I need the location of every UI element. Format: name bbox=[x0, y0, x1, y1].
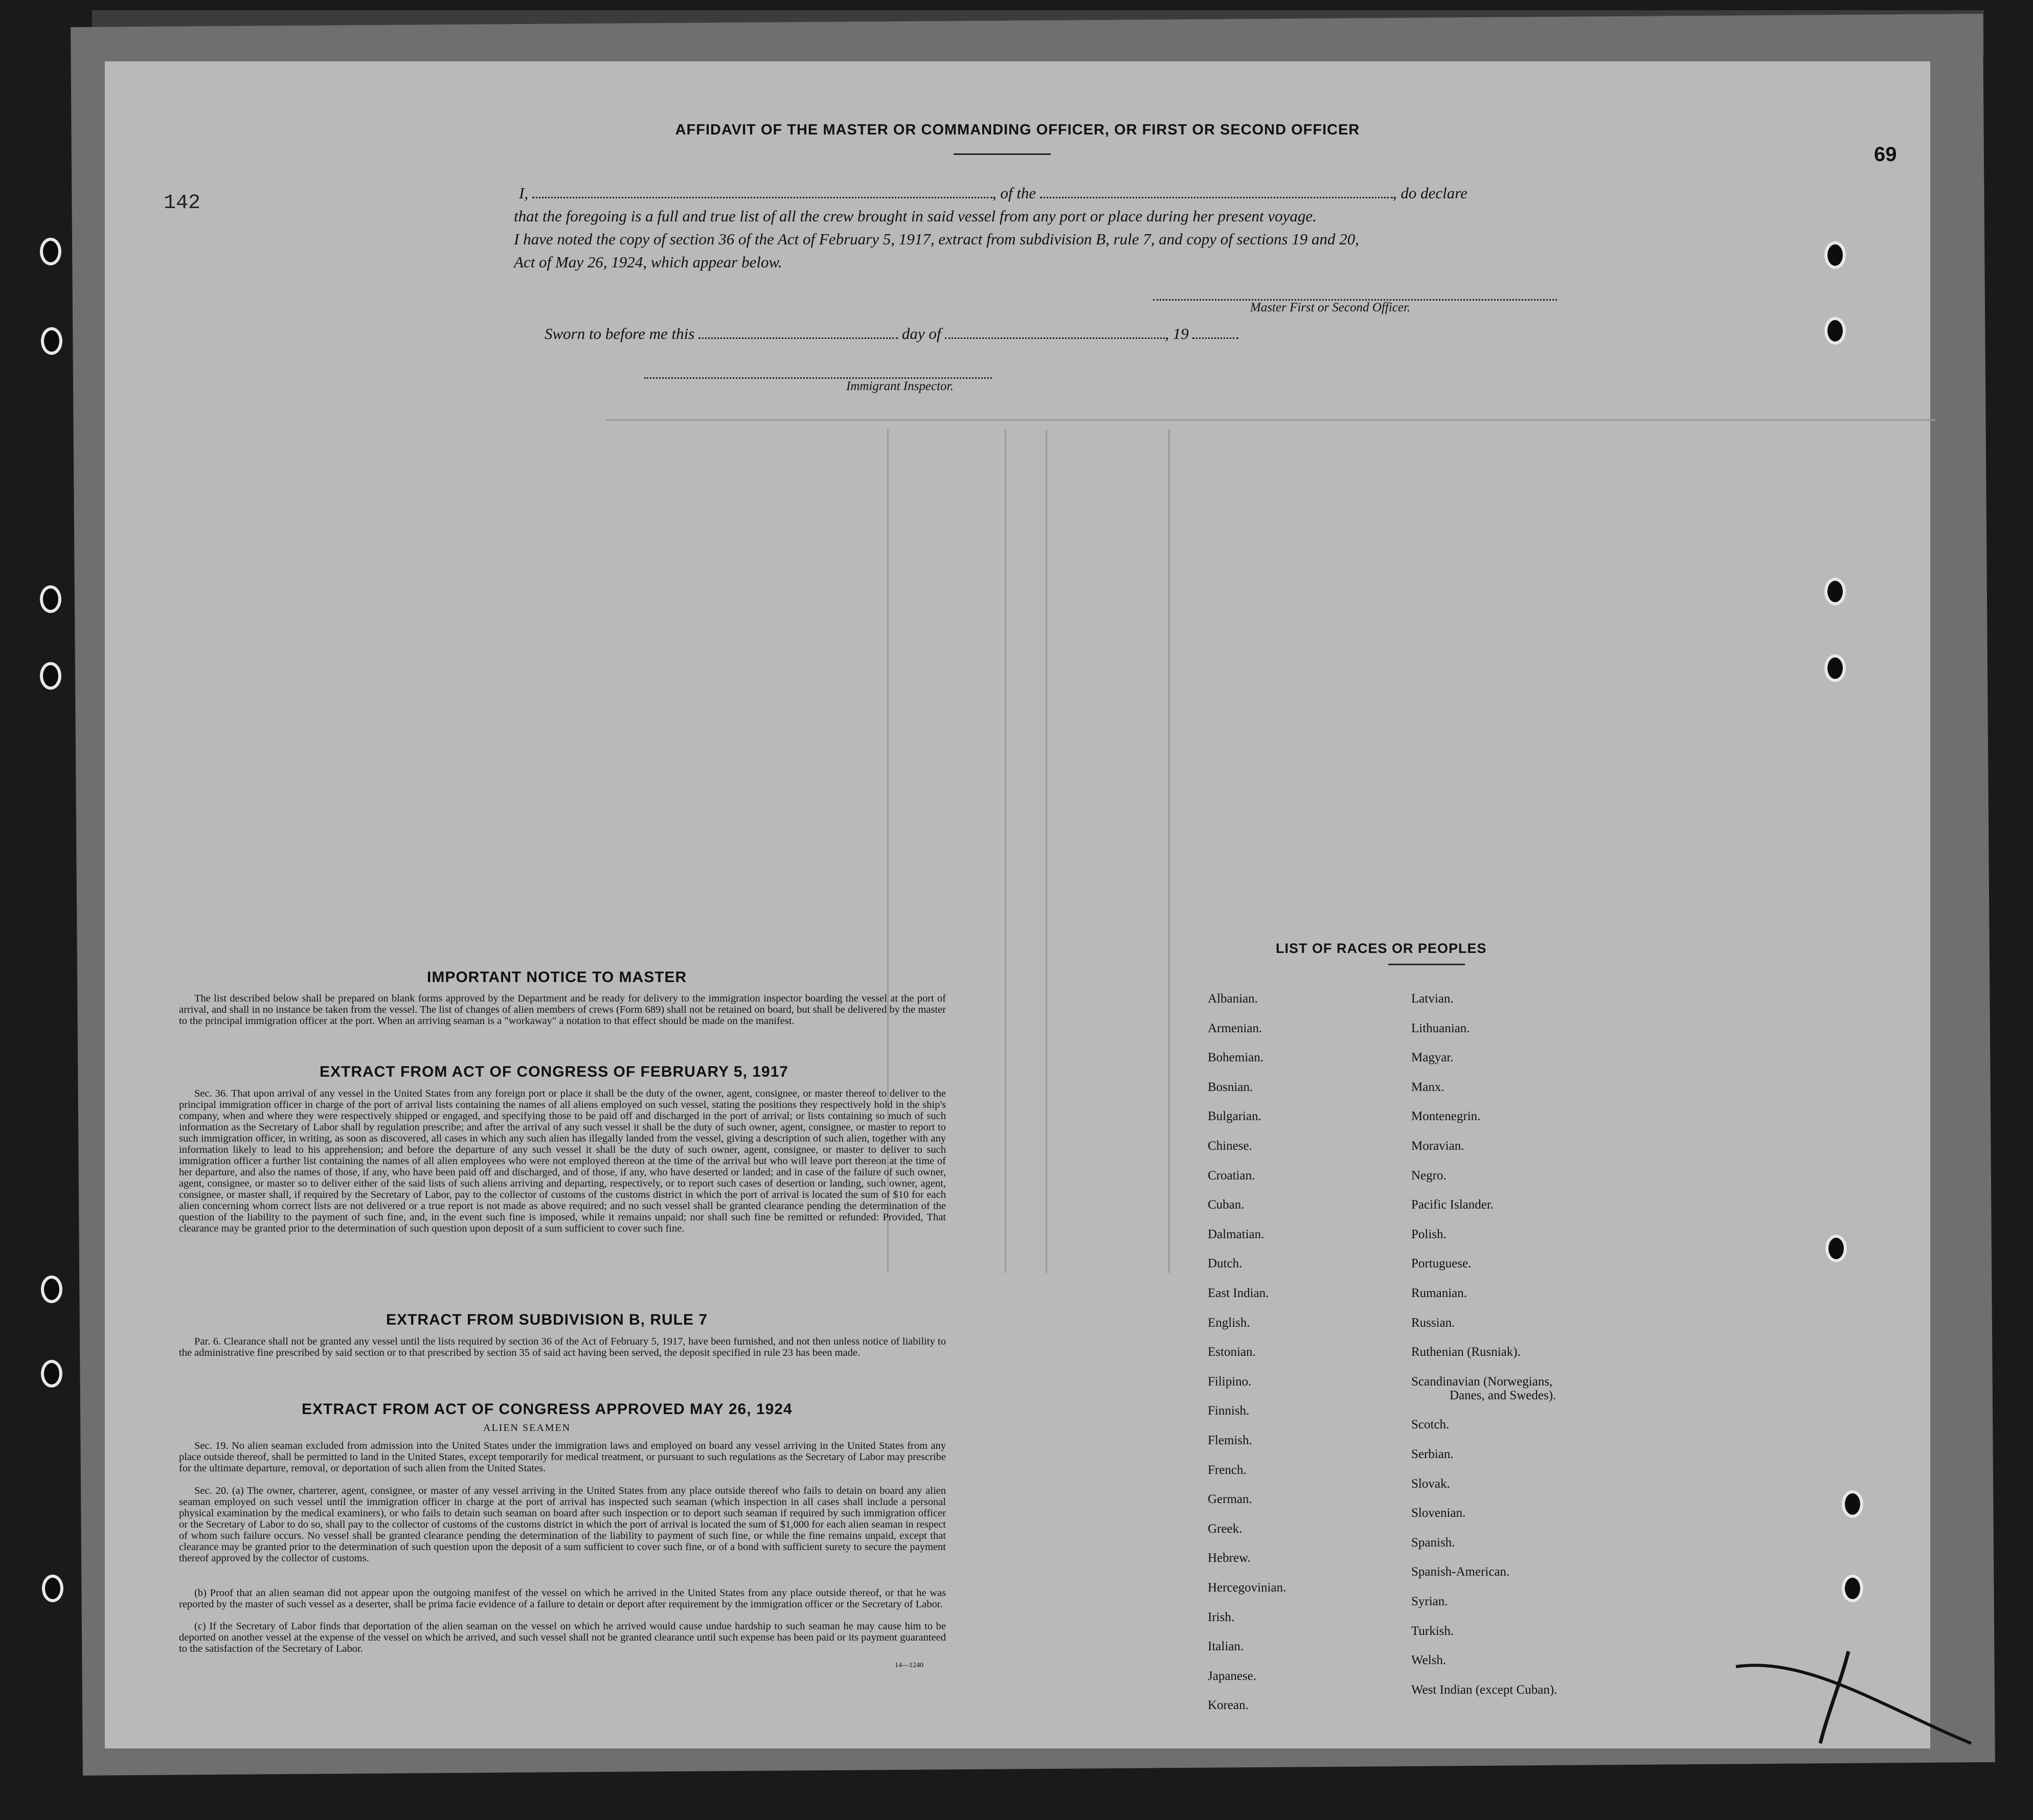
master-signature-label: Master First or Second Officer. bbox=[1250, 301, 1411, 314]
race-item: Korean. bbox=[1208, 1698, 1249, 1713]
margin-number-right: 69 bbox=[1874, 143, 1897, 166]
race-item: Bohemian. bbox=[1208, 1051, 1264, 1065]
race-item: Bulgarian. bbox=[1208, 1109, 1261, 1124]
race-item: Albanian. bbox=[1208, 992, 1258, 1006]
race-item: Welsh. bbox=[1411, 1653, 1447, 1668]
sworn-mid: day of bbox=[901, 325, 941, 343]
race-item: East Indian. bbox=[1208, 1286, 1269, 1300]
ghost-column-rule bbox=[1005, 429, 1006, 1273]
act-1917-text: Sec. 36. That upon arrival of any vessel in the United States from any foreign port or place it shall be the duty of the owner, agent, consignee, or master thereof to deliver to the principal immigration officer in charge of the port of arrival lists containing the names of all aliens employed on such vessel, stating the positions they respectively hold in the ship's company, when and where they were respectively shipped or engaged, and specifying those to be paid off and discharged in the port of arrival; or lists containing so much of such information as the Secretary of Labor shall by regulation prescribe; and after the arrival of any such vessel it shall be the duty of such owner, agent, consignee, or master to report to such immigration officer, in writing, as soon as discovered, all cases in which any such alien has illegally landed from the vessel, giving a description of such alien, together with any information likely to lead to his apprehension; and before the departure of any such vessel it shall be the duty of such owner, agent, consignee, or master to deliver to such immigration officer a further list containing the names of all alien employees who were not employed thereon at the time of the arrival but who will leave port thereon at the time of her departure, and also the names of those, if any, who have been paid off and discharged, and of those, if any, who have deserted or landed; and in case of the failure of such owner, agent, consignee, or master so to deliver either of the said lists of such aliens arriving and departing, respectively, or to report such cases of desertion or landing, such owner, agent, consignee, or master shall, if required by the Secretary of Labor, pay to the collector of customs of the customs district in which the port of arrival is located the sum of $10 for each alien concerning whom correct lists are not delivered or a true report is not made as above required; and no such vessel shall be granted clearance pending the determination of the question of the liability to the payment of such fine, and, in the event such fine is imposed, while it remains unpaid; nor shall such fine be remitted or refunded: Provided, That clearance may be granted prior to the determination of such question upon deposit of a sum sufficient to cover such fine. bbox=[179, 1088, 946, 1234]
race-item: Greek. bbox=[1208, 1521, 1243, 1536]
race-item: Manx. bbox=[1411, 1080, 1444, 1094]
race-item: Turkish. bbox=[1411, 1624, 1454, 1638]
affidavit-line-4: Act of May 26, 1924, which appear below. bbox=[514, 253, 782, 271]
race-item: French. bbox=[1208, 1463, 1247, 1477]
affidavit-line-1 bbox=[519, 184, 1467, 202]
race-item: Dalmatian. bbox=[1208, 1227, 1264, 1241]
race-item: Estonian. bbox=[1208, 1345, 1256, 1359]
punch-hole bbox=[41, 327, 62, 355]
race-item: Pacific Islander. bbox=[1411, 1198, 1494, 1212]
race-item: Negro. bbox=[1411, 1168, 1447, 1182]
month-blank bbox=[945, 327, 1165, 339]
race-item: Armenian. bbox=[1208, 1021, 1262, 1035]
punch-hole bbox=[41, 1360, 62, 1387]
ghost-column-rule bbox=[1168, 429, 1170, 1273]
notice-text: The list described below shall be prepared on blank forms approved by the Department and be ready for delivery to the immigration inspector boarding the vessel at the port of arrival, and shall in no instance be taken from the vessel. The list of changes of alien members of crews (Form 689) shall not be retained on board, but shall be delivered by the master to the principal immigration officer at the port. When an arriving seaman is a "workaway" a notation to that effect should be made on the manifest. bbox=[179, 993, 946, 1027]
punch-hole bbox=[40, 662, 61, 690]
sec-20b-text: (b) Proof that an alien seaman did not appear upon the outgoing manifest of the vessel on which he arrived in the United States from any place outside thereof, or that he was reported by the master of such vessel as a deserter, shall be prima facie evidence of a failure to detain or deport after requirement by the immigration officer or the Secretary of Labor. bbox=[179, 1587, 946, 1610]
race-item: Japanese. bbox=[1208, 1669, 1257, 1683]
race-item: Bosnian. bbox=[1208, 1080, 1253, 1094]
punch-hole bbox=[1824, 654, 1846, 682]
race-item: Serbian. bbox=[1411, 1447, 1454, 1461]
race-item: Ruthenian (Rusniak). bbox=[1411, 1345, 1521, 1359]
race-item: Slovak. bbox=[1411, 1476, 1450, 1491]
race-item: Polish. bbox=[1411, 1227, 1447, 1241]
race-item: Magyar. bbox=[1411, 1051, 1454, 1065]
act-1917-title: EXTRACT FROM ACT OF CONGRESS OF FEBRUARY 5, 1917 bbox=[320, 1063, 788, 1080]
master-signature-line bbox=[1153, 289, 1557, 301]
punch-hole bbox=[40, 585, 61, 613]
race-item: Danes, and Swedes). bbox=[1450, 1388, 1556, 1402]
margin-number-left: 142 bbox=[164, 192, 201, 215]
race-item: Finnish. bbox=[1208, 1404, 1250, 1418]
act-1924-title: EXTRACT FROM ACT OF CONGRESS APPROVED MAY 26, 1924 bbox=[302, 1401, 793, 1418]
sec-20c-text: (c) If the Secretary of Labor finds that deportation of the alien seaman on the vessel on which he arrived would cause undue hardship to such seaman he may cause him to be deported on another vessel at the expense of the vessel on which he arrived, and such vessel shall not be granted clearance until such expense has been paid or its payment guaranteed to the satisfaction of the Secretary of Labor. bbox=[179, 1621, 946, 1654]
punch-hole bbox=[42, 1575, 63, 1602]
vessel-blank bbox=[1040, 187, 1393, 198]
race-item: Moravian. bbox=[1411, 1139, 1464, 1153]
affidavit-line-1-mid: , of the bbox=[992, 184, 1036, 202]
inspector-signature-line bbox=[644, 367, 992, 379]
race-item: Lithuanian. bbox=[1411, 1021, 1470, 1035]
affidavit-line-1-end: , do declare bbox=[1392, 184, 1467, 202]
race-item: Hercegovinian. bbox=[1208, 1581, 1286, 1595]
document-page bbox=[105, 61, 1930, 1748]
check-mark bbox=[1731, 1646, 1986, 1748]
race-item: English. bbox=[1208, 1315, 1250, 1330]
punch-hole bbox=[1824, 578, 1846, 605]
sworn-end: , 19 bbox=[1165, 325, 1189, 343]
inspector-signature-label: Immigrant Inspector. bbox=[846, 379, 954, 393]
rule-7-title: EXTRACT FROM SUBDIVISION B, RULE 7 bbox=[386, 1311, 708, 1328]
form-number: 14—1240 bbox=[895, 1662, 923, 1669]
race-item: Spanish. bbox=[1411, 1535, 1455, 1550]
sec-20a-text: Sec. 20. (a) The owner, charterer, agent, consignee, or master of any vessel arriving in the United States from any place outside thereof who fails to detain on board any alien seaman employed on such vessel until the immigration officer in charge at the port of arrival has inspected such seaman (which inspection in all cases shall include a personal physical examination by the medical examiners), or who fails to detain such seaman on board after such inspection or to deport such seaman if required by such immigration officer or the Secretary of Labor to do so, shall pay to the collector of customs of the customs district in which the port of arrival is located the sum of $1,000 for each alien seaman in respect of whom such failure occurs. No vessel shall be granted clearance pending the determination of the liability to payment of such fine, or while the fine remains unpaid, except that clearance may be granted prior to the determination of such question upon the deposit of a sum sufficient to cover such fine, or of a bond with sufficient surety to secure the payment thereof approved by the collector of customs. bbox=[179, 1485, 946, 1564]
race-item: German. bbox=[1208, 1492, 1252, 1507]
race-item: Irish. bbox=[1208, 1610, 1235, 1624]
race-item: Russian. bbox=[1411, 1315, 1455, 1330]
ghost-column-rule bbox=[1046, 429, 1047, 1273]
races-title: LIST OF RACES OR PEOPLES bbox=[1276, 941, 1487, 956]
notice-title: IMPORTANT NOTICE TO MASTER bbox=[427, 969, 687, 986]
punch-hole bbox=[41, 1276, 62, 1303]
race-item: Cuban. bbox=[1208, 1198, 1245, 1212]
race-item: Latvian. bbox=[1411, 992, 1454, 1006]
rule-7-text: Par. 6. Clearance shall not be granted any vessel until the lists required by section 36 of the Act of February 5, 1917, have been furnished, and not then unless notice of liability to the administrative fine prescribed by said section or to that prescribed by section 35 of said act having been served, the deposit specified in rule 23 has been made. bbox=[179, 1336, 946, 1358]
race-item: Dutch. bbox=[1208, 1257, 1243, 1271]
race-item: Italian. bbox=[1208, 1640, 1244, 1654]
ghost-header-rule bbox=[606, 419, 1935, 421]
sworn-start: Sworn to before me this bbox=[545, 325, 695, 343]
race-item: Syrian. bbox=[1411, 1595, 1448, 1608]
race-item: Scotch. bbox=[1411, 1418, 1450, 1432]
race-item: Flemish. bbox=[1208, 1434, 1252, 1447]
race-item: Rumanian. bbox=[1411, 1286, 1467, 1300]
race-item: Portuguese. bbox=[1411, 1257, 1472, 1271]
punch-hole bbox=[1842, 1490, 1863, 1518]
punch-hole bbox=[1824, 241, 1846, 269]
race-item: Scandinavian (Norwegians, bbox=[1411, 1374, 1553, 1389]
punch-hole bbox=[1842, 1575, 1863, 1602]
races-rule bbox=[1388, 964, 1465, 965]
affidavit-line-2: that the foregoing is a full and true list of all the crew brought in said vessel from any port or place during her present voyage. bbox=[514, 207, 1317, 225]
race-item: Hebrew. bbox=[1208, 1551, 1251, 1565]
name-blank bbox=[532, 187, 992, 198]
affidavit-line-3: I have noted the copy of section 36 of the Act of February 5, 1917, extract from subdivision B, rule 7, and copy of sections 19 and 20, bbox=[514, 230, 1360, 248]
sworn-line bbox=[545, 325, 1238, 343]
race-item: Slovenian. bbox=[1411, 1506, 1466, 1520]
year-blank bbox=[1192, 327, 1238, 339]
race-item: Croatian. bbox=[1208, 1168, 1255, 1182]
race-item: West Indian (except Cuban). bbox=[1411, 1682, 1557, 1697]
sec-19-text: Sec. 19. No alien seaman excluded from admission into the United States under the immigration laws and employed on board any vessel arriving in the United States from any place outside thereof, shall be permitted to land in the United States, except temporarily for medical treatment, or pursuant to such regulations as the Secretary of Labor may prescribe for the ultimate departure, removal, or deportation of such alien from the United States. bbox=[179, 1440, 946, 1474]
affidavit-line-1-start: I, bbox=[519, 184, 529, 202]
punch-hole bbox=[1825, 1235, 1847, 1262]
race-item: Filipino. bbox=[1208, 1374, 1252, 1389]
act-1924-subtitle: ALIEN SEAMEN bbox=[483, 1422, 571, 1434]
punch-hole bbox=[40, 238, 61, 265]
race-item: Spanish-American. bbox=[1411, 1565, 1510, 1579]
title-rule bbox=[954, 153, 1051, 155]
punch-hole bbox=[1824, 317, 1846, 345]
race-item: Montenegrin. bbox=[1411, 1109, 1481, 1124]
day-blank bbox=[698, 327, 898, 339]
race-item: Chinese. bbox=[1208, 1139, 1252, 1153]
affidavit-title: AFFIDAVIT OF THE MASTER OR COMMANDING OFFICER, OR FIRST OR SECOND OFFICER bbox=[675, 122, 1360, 138]
